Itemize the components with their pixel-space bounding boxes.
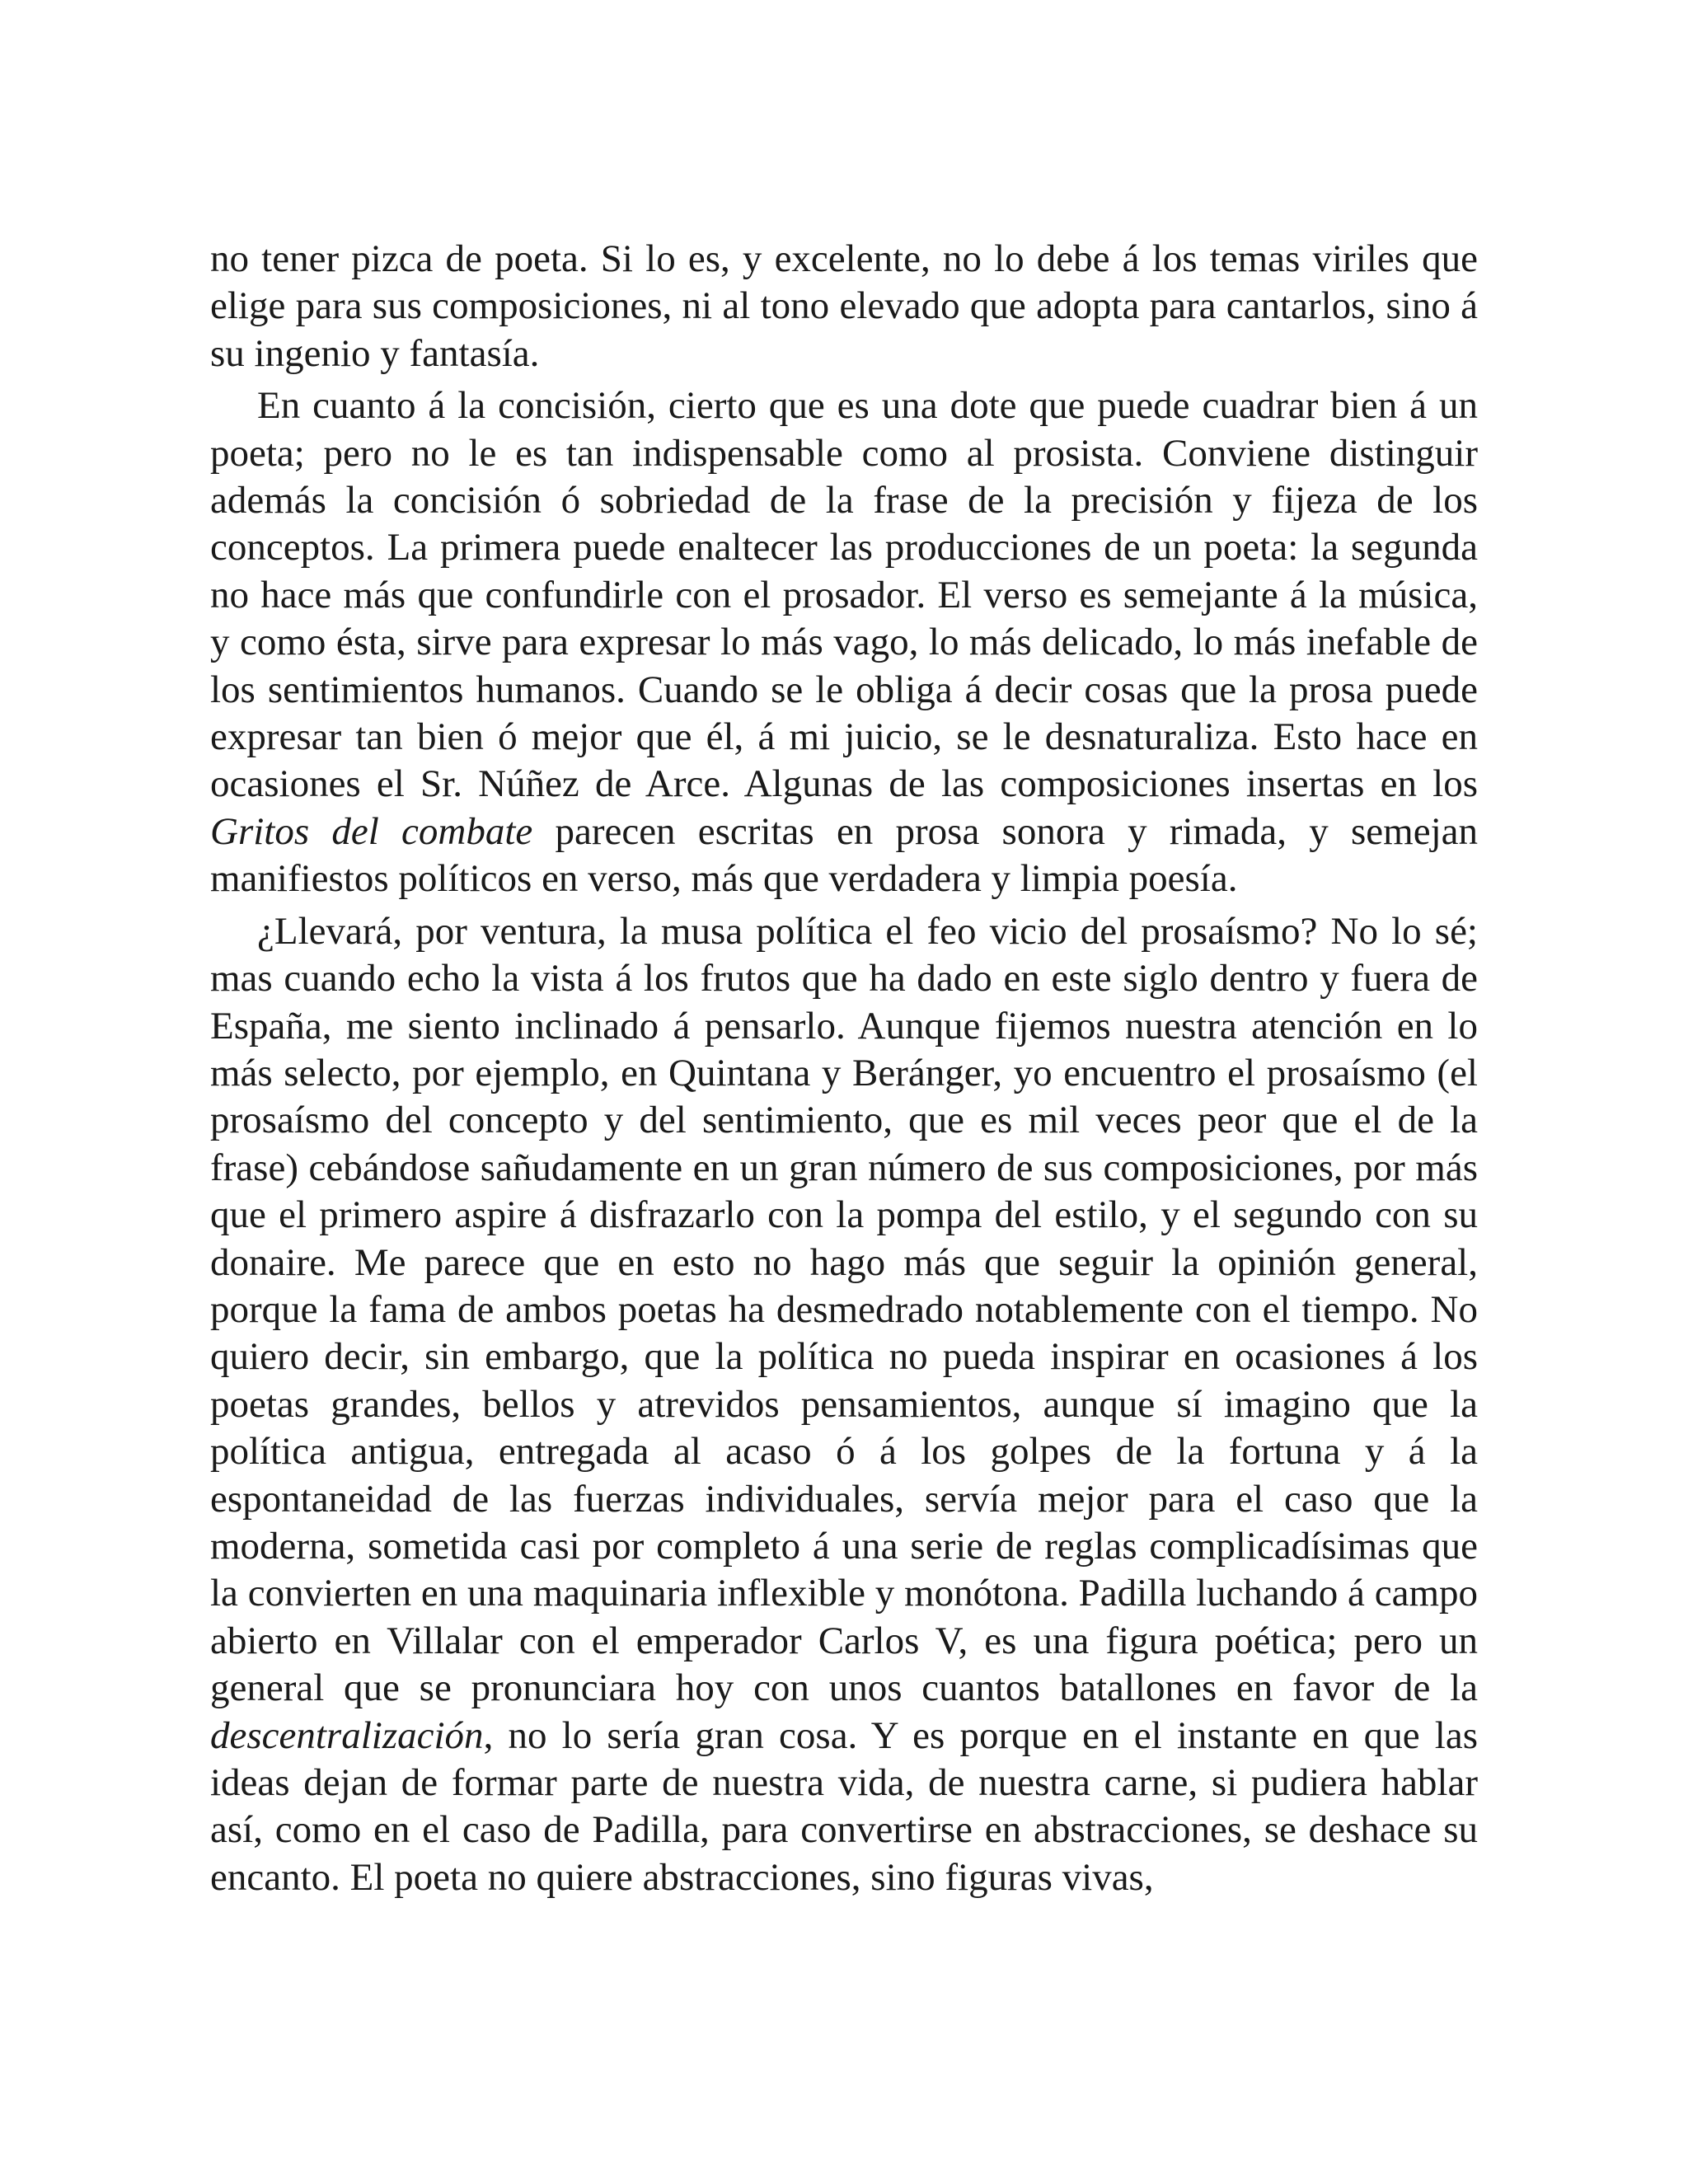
paragraph-3-text-b: , no lo sería gran cosa. Y es porque en el instante en que las ideas dejan de formar parte de nuestra vida, de nuestra carne, si pudiera hablar así, como en el caso de Padilla, para convertirse en abstracciones, se deshace su encanto. El poeta no quiere abstracciones, sino figuras vivas, [210,1713,1478,1899]
paragraph-3-text-a: ¿Llevará, por ventura, la musa política el feo vicio del prosaísmo? No lo sé; mas cuando echo la vista á los frutos que ha dado en este siglo dentro y fuera de España, me siento inclinado á pensarlo. Aunque fijemos nuestra atención en lo más selecto, por ejemplo, en Quintana y Beránger, yo encuentro el prosaísmo (el prosaísmo del concepto y del sentimiento, que es mil veces peor que el de la frase) cebándose sañudamente en un gran número de sus composiciones, por más que el primero aspire á disfrazarlo con la pompa del estilo, y el segundo con su donaire. Me parece que en esto no hago más que seguir la opinión general, porque la fama de ambos poetas ha desmedrado notablemente con el tiempo. No quiero decir, sin embargo, que la política no pueda inspirar en ocasiones á los poetas grandes, bellos y atrevidos pensamientos, aunque sí imagino que la política antigua, entregada al acaso ó á los golpes de la fortuna y á la espontaneidad de las fuerzas individuales, servía mejor para el caso que la moderna, sometida casi por completo á una serie de reglas complicadísimas que la convierten en una maquinaria inflexible y monótona. Padilla luchando á campo abierto en Villalar con el emperador Carlos V, es una figura poética; pero un general que se pronunciara hoy con unos cuantos batallones en favor de la [210,909,1478,1710]
italic-term-descentralizacion: descentralización [210,1713,484,1757]
paragraph-1-text: no tener pizca de poeta. Si lo es, y excelente, no lo debe á los temas viriles que elige para sus composiciones, ni al tono elevado que adopta para cantarlos, sino á su ingenio y fantasía. [210,237,1478,375]
paragraph-1 [210,236,1478,377]
paragraph-2 [210,382,1478,902]
book-title-gritos-del-combate: Gritos del combate [210,809,533,853]
paragraph-2-text-b: parecen escritas en prosa sonora y rimada, y semejan manifiestos políticos en verso, más que verdadera y limpia poesía. [210,809,1478,901]
paragraph-2-text-a: En cuanto á la concisión, cierto que es una dote que puede cuadrar bien á un poeta; pero no le es tan indispensable como al prosista. Conviene distinguir además la concisión ó sobriedad de la frase de la precisión y fijeza de los conceptos. La primera puede enaltecer las producciones de un poeta: la segunda no hace más que confundirle con el prosador. El verso es semejante á la música, y como ésta, sirve para expresar lo más vago, lo más delicado, lo más inefable de los sentimientos humanos. Cuando se le obliga á decir cosas que la prosa puede expresar tan bien ó mejor que él, á mi juicio, se le desnaturaliza. Esto hace en ocasiones el Sr. Núñez de Arce. Algunas de las composiciones insertas en los [210,384,1478,806]
paragraph-3 [210,908,1478,1902]
page-body [210,236,1478,1906]
